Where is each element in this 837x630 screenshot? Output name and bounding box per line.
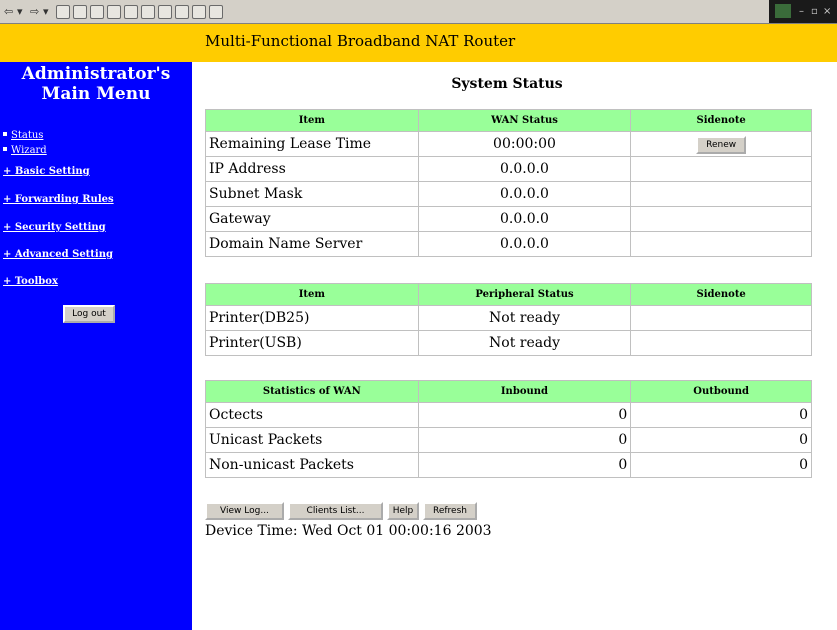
row-value: 00:00:00	[419, 132, 631, 156]
row-sidenote	[631, 232, 811, 256]
page-title: System Status	[451, 76, 563, 92]
clients-list-button[interactable]: Clients List...	[288, 502, 383, 520]
sidebar-item-security-setting[interactable]: + Security Setting	[3, 222, 106, 233]
row-outbound: 0	[631, 453, 811, 477]
page-header	[0, 24, 837, 62]
row-value: 0.0.0.0	[419, 182, 631, 206]
table-header: Item	[206, 284, 418, 305]
row-value: Not ready	[419, 331, 631, 355]
view-log-button[interactable]: View Log...	[205, 502, 284, 520]
table-header: Peripheral Status	[419, 284, 631, 305]
row-sidenote	[631, 331, 811, 355]
renew-button[interactable]: Renew	[696, 136, 746, 154]
row-inbound: 0	[419, 403, 631, 427]
search-icon[interactable]	[107, 5, 121, 19]
row-outbound: 0	[631, 403, 811, 427]
row-inbound: 0	[419, 453, 631, 477]
row-item: Printer(DB25)	[206, 306, 418, 330]
page-header-title: Multi-Functional Broadband NAT Router	[205, 32, 516, 50]
table-row	[206, 132, 811, 156]
bullet-icon	[3, 132, 7, 136]
status-link[interactable]: Status	[11, 130, 44, 141]
mail-icon[interactable]	[158, 5, 172, 19]
table-row	[206, 182, 811, 206]
sidebar-title-line2: Main Menu	[41, 84, 151, 104]
sidebar-item-basic-setting[interactable]: + Basic Setting	[3, 166, 90, 177]
dropdown-icon[interactable]: ▾	[43, 5, 49, 18]
windows-logo-icon	[775, 4, 791, 18]
table-row	[206, 331, 811, 355]
row-item: IP Address	[206, 157, 418, 181]
print-icon[interactable]	[175, 5, 189, 19]
row-item: Remaining Lease Time	[206, 132, 418, 156]
forward-icon[interactable]: ⇨	[30, 5, 40, 18]
table-row	[206, 232, 811, 256]
table-header-row	[206, 381, 811, 402]
bullet-icon	[3, 147, 7, 151]
row-outbound: 0	[631, 428, 811, 452]
row-value: Not ready	[419, 306, 631, 330]
table-header: Sidenote	[631, 284, 811, 305]
stop-icon[interactable]	[56, 5, 70, 19]
row-item: Printer(USB)	[206, 331, 418, 355]
table-header: Item	[206, 110, 418, 131]
table-row	[206, 306, 811, 330]
toolbar-icons	[4, 3, 223, 21]
table-row	[206, 157, 811, 181]
help-button[interactable]: Help	[387, 502, 419, 520]
wizard-link[interactable]: Wizard	[11, 145, 47, 156]
minimize-icon[interactable]: –	[799, 6, 804, 17]
row-item: Domain Name Server	[206, 232, 418, 256]
row-sidenote	[631, 157, 811, 181]
row-sidenote	[631, 182, 811, 206]
close-icon[interactable]: ×	[823, 6, 832, 17]
table-row	[206, 403, 811, 427]
table-row	[206, 207, 811, 231]
row-value: 0.0.0.0	[419, 232, 631, 256]
table-header: Sidenote	[631, 110, 811, 131]
logout-button[interactable]: Log out	[63, 305, 115, 323]
refresh-icon[interactable]	[73, 5, 87, 19]
row-item: Octects	[206, 403, 418, 427]
dropdown-icon[interactable]: ▾	[17, 5, 23, 18]
sidebar-item-wizard[interactable]	[3, 138, 47, 157]
maximize-icon[interactable]: ▫	[811, 6, 818, 17]
row-item: Unicast Packets	[206, 428, 418, 452]
row-item: Subnet Mask	[206, 182, 418, 206]
row-sidenote	[631, 306, 811, 330]
row-value: 0.0.0.0	[419, 207, 631, 231]
table-header: Inbound	[419, 381, 631, 402]
sidebar	[0, 62, 192, 630]
sidebar-item-advanced-setting[interactable]: + Advanced Setting	[3, 249, 113, 260]
discuss-icon[interactable]	[209, 5, 223, 19]
row-inbound: 0	[419, 428, 631, 452]
table-row	[206, 453, 811, 477]
history-icon[interactable]	[141, 5, 155, 19]
refresh-button[interactable]: Refresh	[423, 502, 477, 520]
row-sidenote	[631, 207, 811, 231]
row-sidenote	[631, 132, 811, 156]
table-header: WAN Status	[419, 110, 631, 131]
window-corner	[769, 0, 837, 23]
favorites-icon[interactable]	[124, 5, 138, 19]
table-header-row	[206, 284, 811, 305]
wan-status-table	[205, 109, 812, 257]
row-item: Non-unicast Packets	[206, 453, 418, 477]
table-row	[206, 428, 811, 452]
table-header: Outbound	[631, 381, 811, 402]
wan-statistics-table	[205, 380, 812, 478]
device-time: Device Time: Wed Oct 01 00:00:16 2003	[205, 523, 492, 539]
sidebar-title-line1: Administrator's	[21, 64, 171, 84]
table-header-row	[206, 110, 811, 131]
edit-icon[interactable]	[192, 5, 206, 19]
home-icon[interactable]	[90, 5, 104, 19]
sidebar-item-forwarding-rules[interactable]: + Forwarding Rules	[3, 194, 114, 205]
row-value: 0.0.0.0	[419, 157, 631, 181]
table-header: Statistics of WAN	[206, 381, 418, 402]
sidebar-item-toolbox[interactable]: + Toolbox	[3, 276, 58, 287]
browser-toolbar	[0, 0, 837, 24]
back-icon[interactable]: ⇦	[4, 5, 14, 18]
row-item: Gateway	[206, 207, 418, 231]
sidebar-title	[0, 64, 192, 104]
peripheral-status-table	[205, 283, 812, 356]
